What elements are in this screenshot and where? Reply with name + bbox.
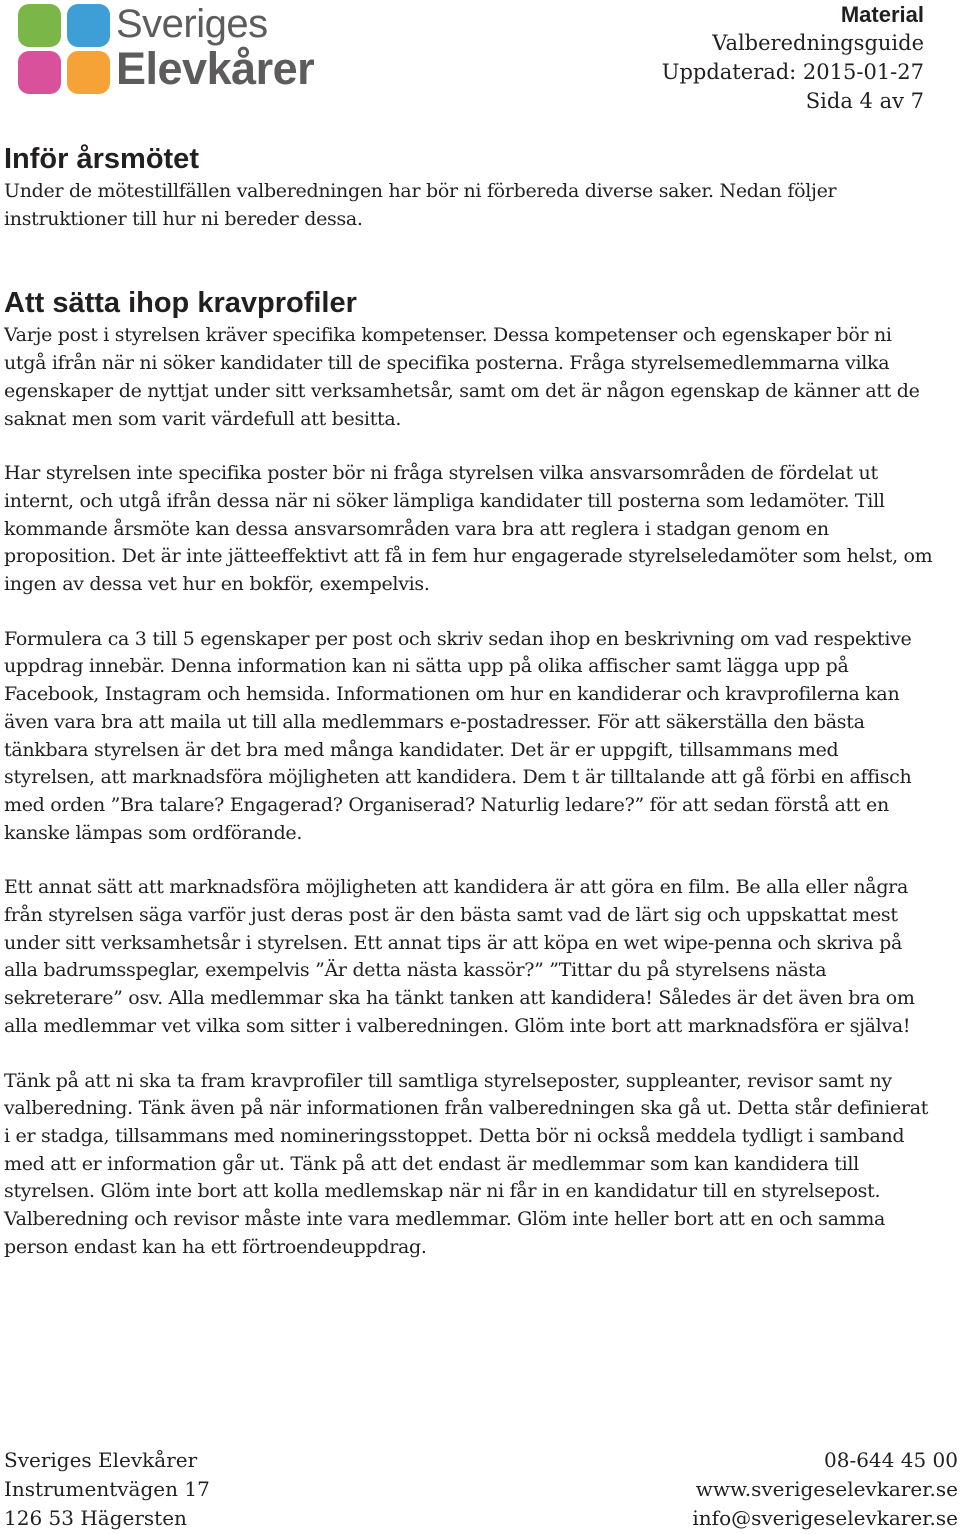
updated-date: Uppdaterad: 2015-01-27 — [661, 60, 924, 84]
section-heading-arsmotet: Inför årsmötet — [4, 143, 199, 175]
section-intro-paragraph: Under de mötestillfällen valberedningen har bör ni förbereda diverse saker. Nedan följer instruktioner till hur ni bereder dessa. — [4, 180, 837, 230]
footer-address — [4, 1446, 210, 1533]
paragraph: Har styrelsen inte specifika poster bör ni fråga styrelsen vilka ansvarsområden de fördelat ut internt, och utgå ifrån dessa när ni söker lämpliga kandidater till posterna som ledamöter. Till kommande årsmöte kan dessa ansvarsområden vara bra att reglera i stadgan genom en proposition. Det är inte jätteeffektivt att få in fem hur engagerade styrelseledamöter som helst, om ingen av dessa vet hur en bokför, exempelvis. — [4, 462, 933, 596]
footer-email-link[interactable]: info@sverigeselevkarer.se — [692, 1506, 958, 1530]
footer-phone: 08-644 45 00 — [824, 1448, 958, 1472]
logo-square-pink — [18, 51, 61, 94]
logo-text-line2: Elevkårer — [116, 43, 315, 94]
footer-org-name: Sveriges Elevkårer — [4, 1448, 198, 1472]
footer-city: 126 53 Hägersten — [4, 1506, 187, 1530]
footer-contact — [692, 1446, 958, 1533]
paragraph: Ett annat sätt att marknadsföra möjligheten att kandidera är att göra en film. Be alla eller några från styrelsen säga varför just deras post är den bästa samt vad de lärt sig och uppskattat mest under sitt verksamhetsår i styrelsen. Ett annat tips är att köpa en wet wipe-penna och skriva på alla badrumsspeglar, exempelvis ”Är detta nästa kassör?” ”Tittar du på styrelsens nästa sekreterare” osv. Alla medlemmar ska ha tänkt tanken att kandidera! Således är det även bra om alla medlemmar vet vilka som sitter i valberedningen. Glöm inte bort att marknadsföra er själva! — [4, 876, 915, 1037]
paragraph: Formulera ca 3 till 5 egenskaper per post och skriv sedan ihop en beskrivning om vad respektive uppdrag innebär. Denna information kan ni sätta upp på olika affischer samt lägga upp på Facebook, Instagram och hemsida. Informationen om hur en kandiderar och kravprofilerna kan även vara bra att maila ut till alla medlemmars e-postadresser. För att säkerställa den bästa tänkbara styrelsen är det bra med många kandidater. Det är er uppgift, tillsammans med styrelsen, att marknadsföra möjligheten att kandidera. Dem t är tilltalande att gå förbi en affisch med orden ”Bra talare? Engagerad? Organiserad? Naturlig ledare?” för att sedan förstå att en kanske lämpas som ordförande. — [4, 627, 912, 844]
logo-text-line1: Sveriges — [116, 2, 268, 46]
footer-street: Instrumentvägen 17 — [4, 1477, 210, 1501]
document-category: Material — [840, 2, 924, 27]
document-title: Valberedningsguide — [712, 31, 924, 55]
organization-logo — [16, 0, 316, 96]
document-body — [4, 140, 934, 1262]
footer-website-link[interactable]: www.sverigeselevkarer.se — [695, 1477, 958, 1501]
logo-square-orange — [67, 51, 110, 94]
page-number: Sida 4 av 7 — [805, 89, 924, 113]
document-meta — [662, 0, 924, 116]
logo-square-green — [18, 4, 61, 47]
paragraph: Tänk på att ni ska ta fram kravprofiler till samtliga styrelseposter, suppleanter, revisor samt ny valberedning. Tänk även på när informationen från valberedningen ska gå ut. Detta står definierat i er stadga, tillsammans med nomineringsstoppet. Detta bör ni också meddela tydligt i samband med att er information går ut. Tänk på att det endast är medlemmar som kan kandidera till styrelsen. Glöm inte bort att kolla medlemskap när ni får in en kandidatur till en styrelsepost. Valberedning och revisor måste inte vara medlemmar. Glöm inte heller bort att en och samma person endast kan ha ett förtroendeuppdrag. — [4, 1069, 929, 1258]
paragraph: Varje post i styrelsen kräver specifika kompetenser. Dessa kompetenser och egenskaper bör ni utgå ifrån när ni söker kandidater till de specifika posterna. Fråga styrelsemedlemmarna vilka egenskaper de nyttjat under sitt verksamhetsår, samt om det är någon egenskap de känner att de saknat men som varit värdefull att besitta. — [4, 324, 920, 430]
logo-square-blue — [67, 4, 110, 47]
section-heading-kravprofiler: Att sätta ihop kravprofiler — [4, 287, 357, 320]
